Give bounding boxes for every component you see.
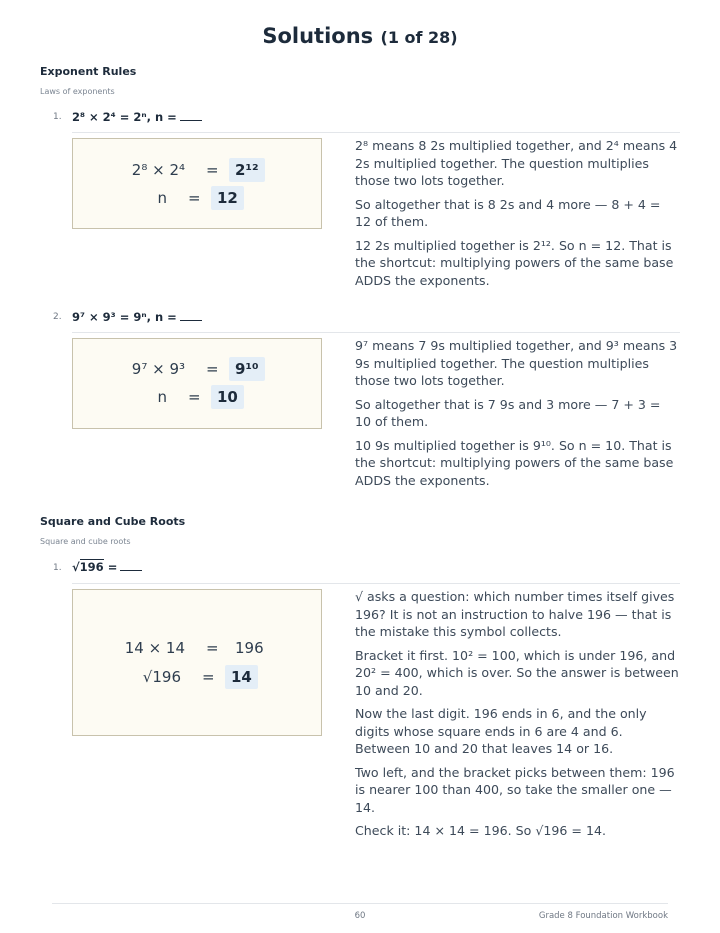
explanation-paragraph: So altogether that is 7 9s and 3 more — 7 + 3 = 10 of them.	[355, 396, 661, 429]
explanation-paragraph: Two left, and the bracket picks between them: 196 is nearer 100 than 400, so take the smaller one — 14.	[355, 764, 675, 815]
explanation-paragraph: 2⁸ means 8 2s multiplied together, and 2⁴ means 4 2s multiplied together. The question multiplies those two lots together.	[355, 138, 678, 188]
explanation-paragraph: 10 9s multiplied together is 9¹⁰. So n = 10. That is the shortcut: multiplying powers of the same base ADDS the exponents.	[355, 437, 674, 488]
question-number: 2.	[53, 312, 62, 322]
working-answer: 14	[225, 665, 258, 689]
question-divider	[72, 132, 680, 133]
question-divider	[72, 332, 680, 333]
working-equals: =	[206, 360, 219, 378]
working-answer: 12	[211, 186, 244, 210]
section-subtitle: Laws of exponents	[40, 87, 115, 96]
working-lhs: 9⁷ × 9³	[131, 360, 185, 378]
working-line	[73, 357, 321, 381]
question-number: 1.	[53, 563, 62, 573]
page-title-count: (1 of 28)	[380, 28, 458, 47]
question-text	[72, 310, 202, 324]
square-root-expression	[72, 559, 104, 574]
working-equals: =	[206, 161, 219, 179]
section-subtitle: Square and cube roots	[40, 537, 131, 546]
working-equals: =	[206, 639, 219, 657]
working-box	[72, 589, 322, 736]
question-equals: =	[107, 560, 118, 574]
explanation-paragraph: So altogether that is 8 2s and 4 more — 8 + 4 = 12 of them.	[355, 196, 661, 229]
page-title-text: Solutions	[262, 24, 374, 48]
working-equals: =	[188, 189, 201, 207]
question-expression: 9⁷ × 9³ = 9ⁿ, n =	[72, 310, 177, 324]
answer-blank	[180, 120, 202, 121]
working-equals: =	[188, 388, 201, 406]
answer-blank	[120, 570, 142, 571]
radicand: 196	[79, 560, 104, 574]
section-title: Exponent Rules	[40, 65, 137, 78]
explanation	[355, 337, 680, 495]
working-line	[73, 158, 321, 182]
explanation-paragraph: 9⁷ means 7 9s multiplied together, and 9³ means 3 9s multiplied together. The question multiplies those two lots together.	[355, 338, 678, 388]
working-equals: =	[202, 668, 215, 686]
working-lhs: 14 × 14	[124, 639, 185, 657]
explanation-paragraph: Bracket it first. 10² = 100, which is under 196, and 20² = 400, which is over. So the answer is between 10 and 20.	[355, 647, 679, 698]
explanation-paragraph: 12 2s multiplied together is 2¹². So n = 12. That is the shortcut: multiplying powers of the same base ADDS the exponents.	[355, 237, 674, 288]
working-answer: 10	[211, 385, 244, 409]
working-answer: 9¹⁰	[229, 357, 265, 381]
working-line	[73, 636, 321, 660]
working-line	[73, 665, 321, 689]
working-result: 196	[235, 639, 264, 657]
working-answer: 2¹²	[229, 158, 265, 182]
working-box	[72, 138, 322, 229]
explanation	[355, 137, 680, 295]
working-lhs: 2⁸ × 2⁴	[131, 161, 185, 179]
working-box	[72, 338, 322, 429]
working-lhs: n	[157, 189, 167, 207]
book-title: Grade 8 Foundation Workbook	[538, 911, 668, 921]
working-lhs: √196	[142, 668, 181, 686]
page-title	[0, 24, 720, 48]
answer-blank	[180, 320, 202, 321]
question-expression: 2⁸ × 2⁴ = 2ⁿ, n =	[72, 110, 177, 124]
working-line	[73, 186, 321, 210]
question-number: 1.	[53, 112, 62, 122]
explanation	[355, 588, 680, 846]
question-text	[72, 110, 202, 124]
question-text	[72, 560, 142, 574]
working-line	[73, 385, 321, 409]
section-title: Square and Cube Roots	[40, 515, 186, 528]
working-lhs: n	[157, 388, 167, 406]
page-number: 60	[354, 911, 366, 921]
footer-divider	[52, 903, 668, 904]
question-divider	[72, 583, 680, 584]
explanation-paragraph: √ asks a question: which number times itself gives 196? It is not an instruction to halve 196 — that is the mistake this symbol collects.	[355, 589, 675, 639]
explanation-paragraph: Check it: 14 × 14 = 196. So √196 = 14.	[355, 823, 606, 838]
radical-sign: √	[72, 560, 80, 574]
explanation-paragraph: Now the last digit. 196 ends in 6, and the only digits whose square ends in 6 are 4 and 6. Between 10 and 20 that leaves 14 or 16.	[355, 706, 647, 756]
